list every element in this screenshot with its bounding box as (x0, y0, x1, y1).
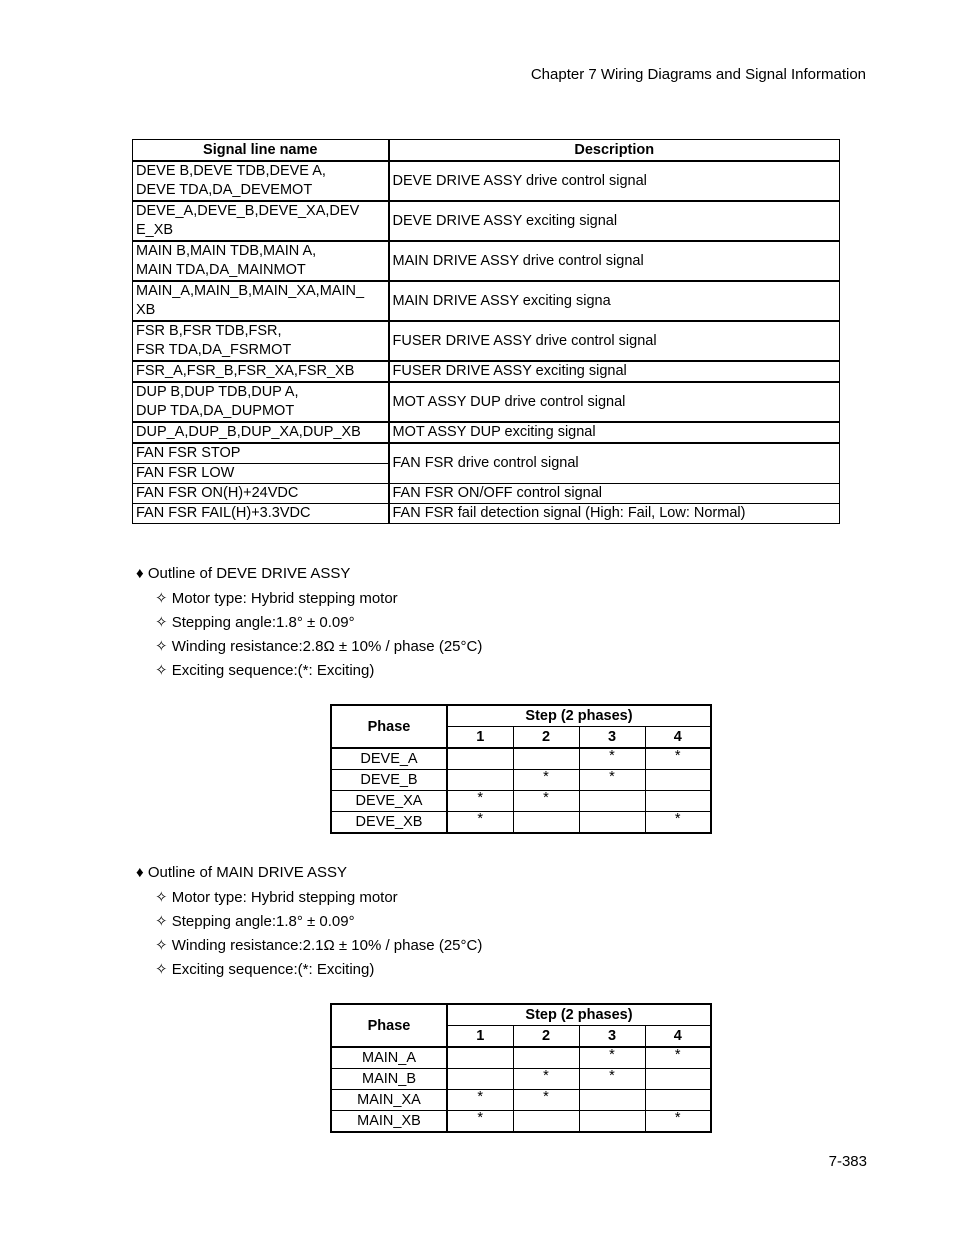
signal-description: MAIN DRIVE ASSY exciting signa (389, 281, 840, 321)
main-stepping-angle: ✧ Stepping angle:1.8° ± 0.09° (155, 913, 355, 930)
deve-exciting-sequence: ✧ Exciting sequence:(*: Exciting) (155, 662, 375, 679)
signal-name: DEVE_A,DEVE_B,DEVE_XA,DEV E_XB (133, 201, 389, 241)
step-cell: * (513, 791, 579, 812)
table-row (133, 361, 840, 382)
step-cell: * (513, 1090, 579, 1111)
table-row (331, 1090, 711, 1111)
deve-outline (136, 565, 482, 685)
step-cell: * (579, 770, 645, 791)
step-cell: * (645, 1047, 711, 1069)
step-cell (645, 1090, 711, 1111)
step-cell: * (513, 770, 579, 791)
step-number: 4 (645, 727, 711, 749)
signal-description: MOT ASSY DUP drive control signal (389, 382, 840, 422)
phase-name: DEVE_XB (331, 812, 447, 834)
signal-table (132, 139, 840, 524)
table-row (331, 1069, 711, 1090)
signal-name: FAN FSR STOP (133, 443, 389, 464)
signal-description: FUSER DRIVE ASSY drive control signal (389, 321, 840, 361)
signal-name: FSR_A,FSR_B,FSR_XA,FSR_XB (133, 361, 389, 382)
signal-name: DEVE B,DEVE TDB,DEVE A, DEVE TDA,DA_DEVEMOT (133, 161, 389, 201)
signal-description: DEVE DRIVE ASSY exciting signal (389, 201, 840, 241)
main-motor-type: ✧ Motor type: Hybrid stepping motor (155, 889, 398, 906)
step-cell (645, 1069, 711, 1090)
signal-name-header: Signal line name (133, 140, 389, 162)
table-row (133, 161, 840, 201)
page-number: 7-383 (828, 1153, 867, 1170)
step-cell (513, 1111, 579, 1133)
chapter-header: Chapter 7 Wiring Diagrams and Signal Information (530, 66, 866, 83)
step-number: 3 (579, 1026, 645, 1048)
step-cell (513, 812, 579, 834)
deve-motor-type: ✧ Motor type: Hybrid stepping motor (155, 590, 398, 607)
step-cell: * (447, 1111, 513, 1133)
table-row (133, 281, 840, 321)
deve-phase-table (330, 704, 712, 834)
signal-description: DEVE DRIVE ASSY drive control signal (389, 161, 840, 201)
step-cell (513, 1047, 579, 1069)
step-number: 2 (513, 727, 579, 749)
step-cell: * (579, 1069, 645, 1090)
deve-outline-title: ♦ Outline of DEVE DRIVE ASSY (136, 565, 351, 582)
table-row (331, 791, 711, 812)
phase-name: DEVE_B (331, 770, 447, 791)
signal-description: FAN FSR fail detection signal (High: Fail, Low: Normal) (389, 504, 840, 524)
table-row (331, 770, 711, 791)
table-row (331, 748, 711, 770)
table-row (133, 241, 840, 281)
deve-stepping-angle: ✧ Stepping angle:1.8° ± 0.09° (155, 614, 355, 631)
signal-description: FAN FSR drive control signal (389, 443, 840, 484)
signal-name: FSR B,FSR TDB,FSR, FSR TDA,DA_FSRMOT (133, 321, 389, 361)
step-header: Step (2 phases) (447, 705, 711, 727)
signal-name: FAN FSR ON(H)+24VDC (133, 484, 389, 504)
signal-name: DUP_A,DUP_B,DUP_XA,DUP_XB (133, 422, 389, 443)
table-row (331, 1047, 711, 1069)
table-row (133, 201, 840, 241)
signal-description: FAN FSR ON/OFF control signal (389, 484, 840, 504)
step-cell: * (447, 1090, 513, 1111)
description-header: Description (389, 140, 840, 162)
step-cell (645, 770, 711, 791)
signal-name: MAIN_A,MAIN_B,MAIN_XA,MAIN_ XB (133, 281, 389, 321)
phase-name: DEVE_XA (331, 791, 447, 812)
signal-description: FUSER DRIVE ASSY exciting signal (389, 361, 840, 382)
step-number: 3 (579, 727, 645, 749)
table-row (331, 1111, 711, 1133)
step-cell: * (645, 1111, 711, 1133)
step-cell: * (579, 748, 645, 770)
main-winding-resistance: ✧ Winding resistance:2.1Ω ± 10% / phase (25°C) (155, 937, 483, 954)
main-outline-title: ♦ Outline of MAIN DRIVE ASSY (136, 864, 348, 881)
table-row (133, 321, 840, 361)
step-cell (447, 1069, 513, 1090)
table-row (133, 443, 840, 464)
phase-header: Phase (331, 705, 447, 748)
step-cell (579, 1090, 645, 1111)
signal-name: FAN FSR FAIL(H)+3.3VDC (133, 504, 389, 524)
signal-name: DUP B,DUP TDB,DUP A, DUP TDA,DA_DUPMOT (133, 382, 389, 422)
step-cell (579, 791, 645, 812)
step-number: 4 (645, 1026, 711, 1048)
step-cell: * (579, 1047, 645, 1069)
step-number: 1 (447, 1026, 513, 1048)
step-cell: * (447, 791, 513, 812)
step-cell: * (447, 812, 513, 834)
step-cell (447, 748, 513, 770)
signal-name: FAN FSR LOW (133, 464, 389, 484)
phase-name: MAIN_B (331, 1069, 447, 1090)
step-cell (447, 770, 513, 791)
step-cell (513, 748, 579, 770)
step-cell: * (513, 1069, 579, 1090)
table-row (133, 382, 840, 422)
step-cell (579, 812, 645, 834)
signal-description: MOT ASSY DUP exciting signal (389, 422, 840, 443)
step-cell: * (645, 748, 711, 770)
main-exciting-sequence: ✧ Exciting sequence:(*: Exciting) (155, 961, 375, 978)
table-row (331, 812, 711, 834)
phase-name: MAIN_A (331, 1047, 447, 1069)
step-cell (579, 1111, 645, 1133)
step-number: 1 (447, 727, 513, 749)
step-cell (645, 791, 711, 812)
main-outline (136, 864, 482, 984)
phase-name: MAIN_XB (331, 1111, 447, 1133)
phase-header: Phase (331, 1004, 447, 1047)
step-cell: * (645, 812, 711, 834)
main-phase-table (330, 1003, 712, 1133)
signal-name: MAIN B,MAIN TDB,MAIN A, MAIN TDA,DA_MAINMOT (133, 241, 389, 281)
signal-description: MAIN DRIVE ASSY drive control signal (389, 241, 840, 281)
deve-winding-resistance: ✧ Winding resistance:2.8Ω ± 10% / phase (25°C) (155, 638, 483, 655)
step-number: 2 (513, 1026, 579, 1048)
table-row (133, 422, 840, 443)
table-row (133, 504, 840, 524)
table-row (133, 484, 840, 504)
step-cell (447, 1047, 513, 1069)
phase-name: DEVE_A (331, 748, 447, 770)
step-header: Step (2 phases) (447, 1004, 711, 1026)
phase-name: MAIN_XA (331, 1090, 447, 1111)
